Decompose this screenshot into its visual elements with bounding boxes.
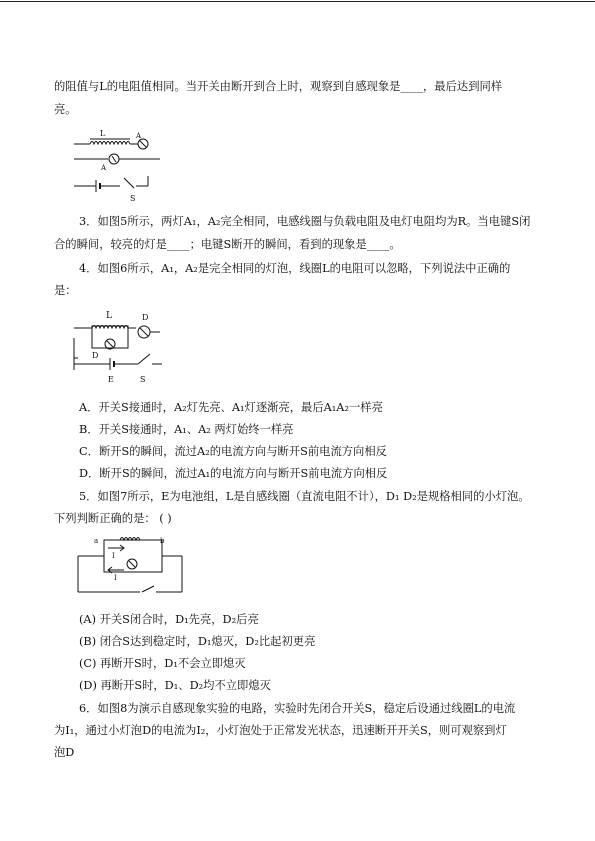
lamp-filament	[129, 561, 135, 567]
option-a: A．开关S接通时，A₂灯先亮、A₁灯逐渐亮，最后A₁A₂一样亮	[79, 401, 383, 414]
question-5: 5．如图7所示，E为电池组，L是自感线圈（直流电阻不计），D₁ D₂是规格相同的小灯泡。	[79, 490, 530, 503]
coil-symbol	[90, 142, 130, 145]
text-line: 合的瞬间，较亮的灯是____；电键S断开的瞬间，看到的现象是____。	[54, 238, 401, 251]
option-b: (B) 闭合S达到稳定时，D₁熄灭，D₂比起初更亮	[79, 635, 316, 648]
node-label: b	[160, 537, 165, 545]
lamp-label: A	[101, 164, 107, 172]
option-c: (C) 再断开S时，D₁不会立即熄灭	[79, 657, 246, 670]
switch-label: S	[130, 194, 136, 203]
option-c: C．断开S的瞬间，流过A₂的电流方向与断开S前电流方向相反	[79, 445, 387, 458]
question-3-text: 3．如图5所示，两灯A₁，A₂完全相同，电感线圈与负载电阻及电灯电阻均为R。当电键S闭	[79, 215, 531, 228]
battery-label: E	[108, 375, 114, 384]
text-line: 下列判断正确的是： ( )	[54, 512, 172, 525]
text-line: 为I₁，通过小灯泡D的电流为I₂，小灯泡处于正常发光状态，迅速断开开关S，则可观察到灯	[54, 724, 507, 737]
question-6: 6．如图8为演示自感现象实验的电路，实验时先闭合开关S，稳定后设通过线圈L的电流	[79, 702, 516, 715]
text-line: 是：	[54, 284, 77, 297]
coil-label: L	[106, 311, 112, 321]
top-rule	[0, 1, 595, 2]
coil-label: L	[100, 129, 106, 138]
node-label: a	[94, 537, 99, 545]
text-line: 亮。	[54, 103, 77, 116]
current-label: I	[114, 574, 117, 582]
lamp-filament	[112, 156, 116, 162]
option-b: B．开关S接通时，A₁、A₂ 两灯始终一样亮	[79, 423, 294, 436]
option-d: D．断开S的瞬间，流过A₁的电流方向与断开S前电流方向相反	[79, 467, 388, 480]
lamp-label: A	[136, 132, 142, 140]
question-4: 4．如图6所示，A₁，A₂是完全相同的灯泡，线圈L的电阻可以忽略，下列说法中正确的	[79, 262, 511, 275]
circuit-figure-2	[70, 308, 170, 386]
text-line: 泡D	[54, 746, 75, 759]
switch-blade	[138, 354, 150, 364]
option-a: (A) 开关S闭合时，D₁先亮，D₂后亮	[79, 613, 259, 626]
lamp-label: D	[92, 351, 99, 360]
switch-blade	[142, 586, 154, 592]
text-line: 的阻值与L的电阻值相同。当开关由断开到合上时，观察到自感现象是____，最后达到同样	[54, 80, 503, 93]
lamp-filament	[140, 141, 146, 147]
lamp-filament	[140, 328, 148, 336]
lamp-filament	[107, 341, 113, 347]
option-d: (D) 再断开S时，D₁、D₂均不立即熄灭	[79, 679, 271, 692]
switch-label: S	[140, 375, 146, 384]
question-3	[79, 215, 530, 229]
switch-blade	[124, 178, 134, 188]
circuit-figure-1	[70, 128, 170, 203]
lamp-label: D	[142, 313, 149, 322]
current-label: I	[112, 552, 115, 560]
circuit-figure-3	[74, 534, 186, 596]
